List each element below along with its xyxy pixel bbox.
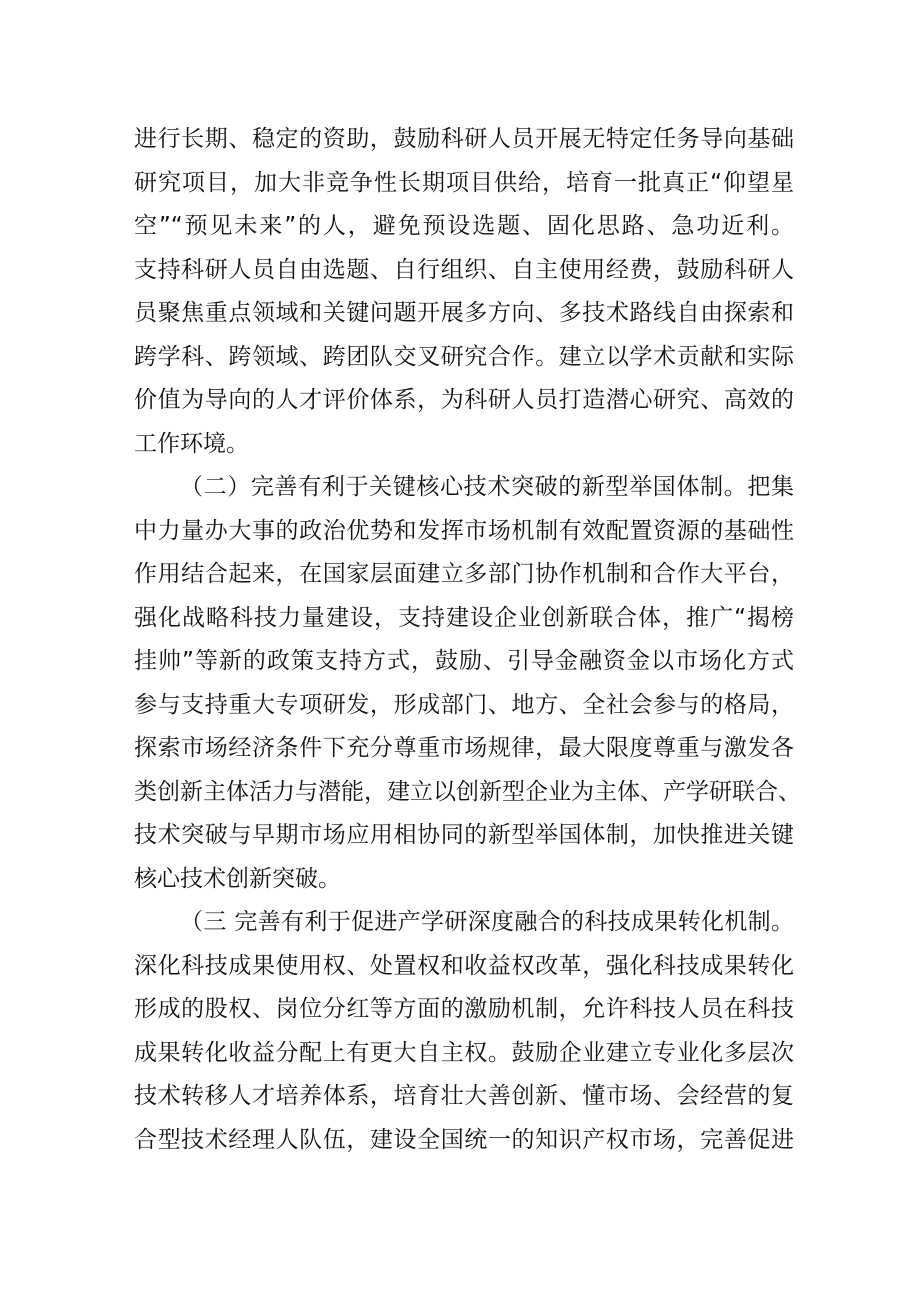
- text-line: 空”“预见未来”的人，避免预设选题、固化思路、急功近利。: [134, 213, 794, 239]
- text-line: 深化科技成果使用权、处置权和收益权改革，强化科技成果转化: [134, 952, 794, 979]
- text-line: 工作环境。: [134, 430, 249, 457]
- text-line: 强化战略科技力量建设，支持建设企业创新联合体，推广“揭榜: [134, 604, 794, 631]
- text-line: 合型技术经理人队伍，建设全国统一的知识产权市场，完善促进: [134, 1126, 794, 1153]
- text-line: 挂帅”等新的政策支持方式，鼓励、引导金融资金以市场化方式: [134, 648, 794, 674]
- paragraph-1: [134, 118, 794, 466]
- text-line: 员聚焦重点领域和关键问题开展多方向、多技术路线自由探索和: [134, 300, 794, 326]
- text-line: 形成的股权、岗位分红等方面的激励机制，允许科技人员在科技: [134, 996, 794, 1022]
- text-line: 类创新主体活力与潜能，建立以创新型企业为主体、产学研联合、: [134, 778, 801, 805]
- text-line: 核心技术创新突破。: [134, 865, 341, 892]
- text-line: 技术转移人才培养体系，培育壮大善创新、懂市场、会经营的复: [134, 1083, 794, 1109]
- text-line: 技术突破与早期市场应用相协同的新型举国体制，加快推进关键: [134, 822, 794, 848]
- paragraph-heading-line: （三 完善有利于促进产学研深度融合的科技成果转化机制。: [180, 909, 794, 935]
- document-body: [134, 118, 801, 1162]
- paragraph-2: [134, 466, 801, 901]
- text-line: 进行长期、稳定的资助，鼓励科研人员开展无特定任务导向基础: [134, 126, 794, 152]
- text-line: 中力量办大事的政治优势和发挥市场机制有效配置资源的基础性: [134, 517, 794, 544]
- text-line: 成果转化收益分配上有更大自主权。鼓励企业建立专业化多层次: [134, 1039, 794, 1066]
- text-line: 跨学科、跨领域、跨团队交叉研究合作。建立以学术贡献和实际: [134, 343, 794, 370]
- paragraph-heading-line: （二）完善有利于关键核心技术突破的新型举国体制。把集: [180, 474, 794, 500]
- text-line: 作用结合起来，在国家层面建立多部门协作机制和合作大平台，: [134, 561, 794, 587]
- paragraph-3: [134, 901, 794, 1162]
- text-line: 参与支持重大专项研发，形成部门、地方、全社会参与的格局，: [134, 691, 794, 718]
- text-line: 研究项目，加大非竞争性长期项目供给，培育一批真正“仰望星: [134, 169, 794, 196]
- text-line: 探索市场经济条件下充分尊重市场规律，最大限度尊重与激发各: [134, 735, 794, 761]
- text-line: 支持科研人员自由选题、自行组织、自主使用经费，鼓励科研人: [134, 256, 794, 283]
- text-line: 价值为导向的人才评价体系，为科研人员打造潜心研究、高效的: [134, 387, 794, 413]
